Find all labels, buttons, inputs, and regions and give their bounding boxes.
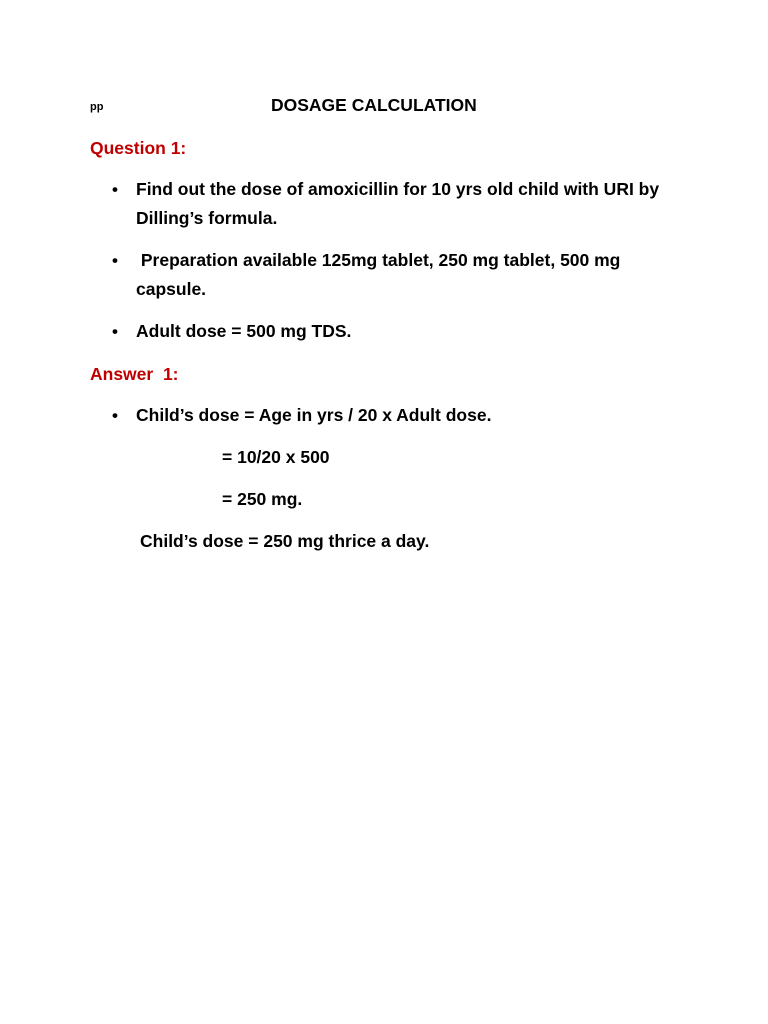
bullet-text: Child’s dose = Age in yrs / 20 x Adult dose. [136,405,492,425]
bullet-icon: • [112,251,118,270]
document-title: DOSAGE CALCULATION [271,95,477,115]
final-answer-line: Child’s dose = 250 mg thrice a day. [140,531,430,551]
bullet-text: Find out the dose of amoxicillin for 10 yrs old child with URI by Dilling’s formula. [136,179,660,228]
calculation-line-2: = 250 mg. [222,489,303,509]
question-bullet-3 [112,317,672,346]
question-bullet-1 [112,175,672,233]
calculation-line-1: = 10/20 x 500 [222,447,330,467]
answer-bullet-1 [112,401,672,430]
bullet-text: Adult dose = 500 mg TDS. [136,321,352,341]
question-bullet-2 [112,246,672,304]
bullet-text: Preparation available 125mg tablet, 250 mg tablet, 500 mg capsule. [136,250,626,299]
corner-mark: pp [90,101,104,113]
question-heading: Question 1: [90,138,187,158]
answer-heading: Answer 1: [90,364,179,384]
bullet-icon: • [112,322,118,341]
bullet-icon: • [112,406,118,425]
bullet-icon: • [112,180,118,199]
